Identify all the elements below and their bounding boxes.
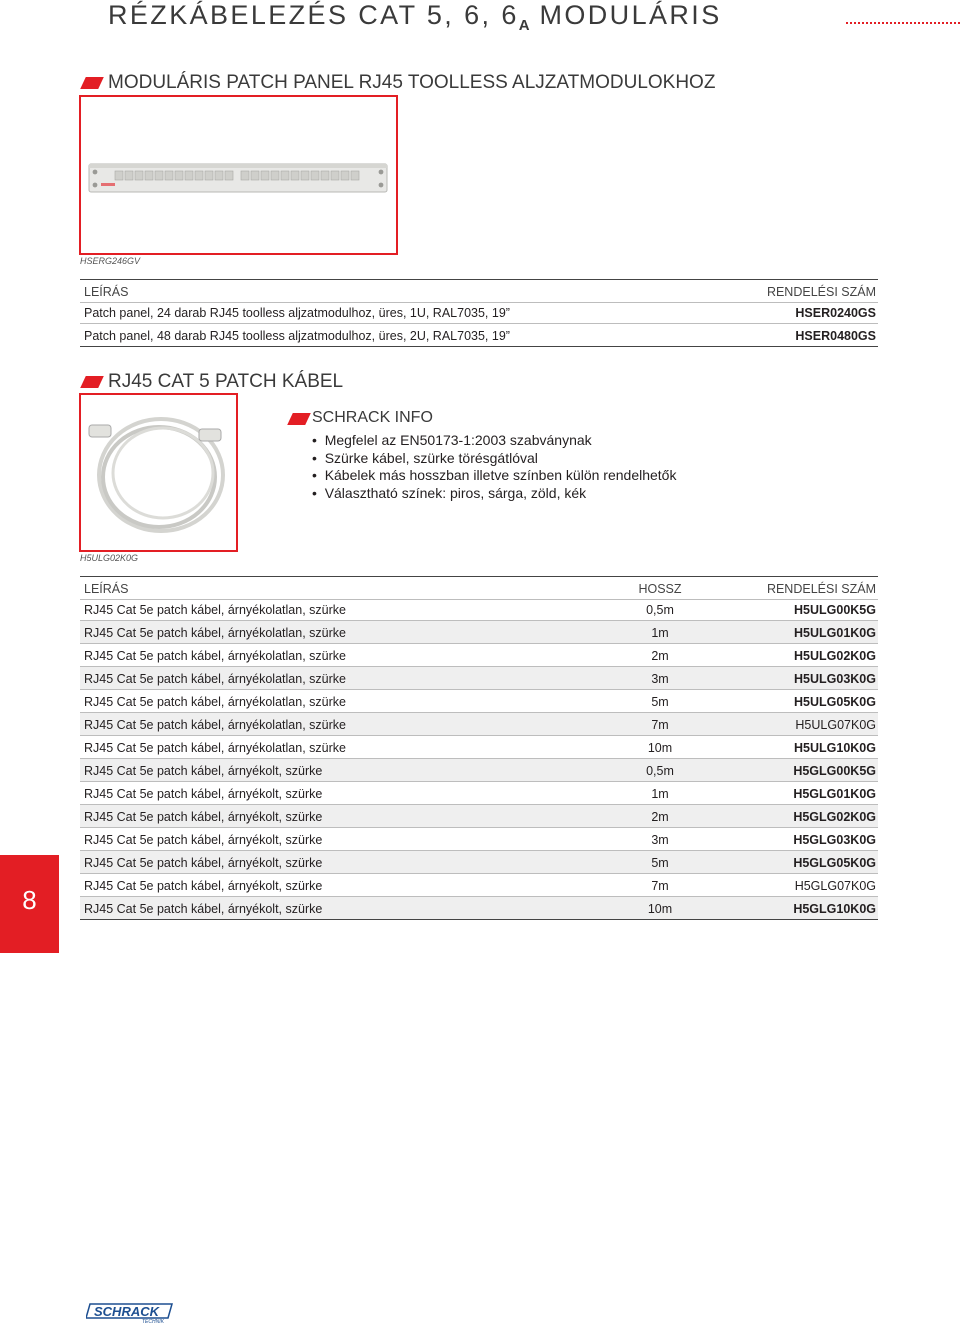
page-title-end: MODULÁRIS [529,0,722,30]
column-header-length: HOSSZ [638,582,682,596]
row-length: 7m [651,879,669,893]
table-row [80,667,878,690]
row-order-number: H5ULG05K0G [794,695,876,709]
table-row [80,736,878,759]
row-order-number: H5ULG03K0G [794,672,876,686]
section-marker-icon [80,376,104,388]
row-order-number: H5GLG01K0G [793,787,876,801]
row-description: RJ45 Cat 5e patch kábel, árnyékolatlan, szürke [84,741,346,755]
table-row [80,759,878,782]
info-bullet-list [312,432,676,502]
table-row [80,644,878,667]
table-row [80,621,878,644]
row-description: RJ45 Cat 5e patch kábel, árnyékolatlan, szürke [84,649,346,663]
row-length: 1m [651,787,669,801]
row-order-number: H5GLG02K0G [793,810,876,824]
row-length: 3m [651,833,669,847]
row-order-number: HSER0480GS [795,329,876,343]
list-item: • Választható színek: piros, sárga, zöld, kék [312,484,587,501]
row-description: Patch panel, 48 darab RJ45 toolless aljzatmodulhoz, üres, 2U, RAL7035, 19” [84,329,510,343]
logo-text: SCHRACK [94,1304,159,1319]
column-header-description: LEÍRÁS [84,582,129,596]
table-row [80,713,878,736]
row-length: 10m [647,741,673,755]
row-description: RJ45 Cat 5e patch kábel, árnyékolt, szürke [84,833,323,847]
row-order-number: H5ULG02K0G [794,649,876,663]
row-description: RJ45 Cat 5e patch kábel, árnyékolt, szürke [84,764,323,778]
row-length: 2m [651,649,669,663]
info-marker-icon [287,413,311,425]
row-description: RJ45 Cat 5e patch kábel, árnyékolt, szürke [84,879,323,893]
row-description: RJ45 Cat 5e patch kábel, árnyékolt, szürke [84,856,323,870]
row-order-number: H5GLG05K0G [793,856,876,870]
table-row [80,690,878,713]
row-order-number: H5GLG03K0G [793,833,876,847]
row-length: 5m [651,695,669,709]
row-order-number: H5ULG10K0G [794,741,876,755]
header-dotted-line [846,22,960,24]
row-description: RJ45 Cat 5e patch kábel, árnyékolatlan, szürke [84,695,346,709]
info-title: SCHRACK INFO [312,409,433,426]
list-item: • Megfelel az EN50173-1:2003 szabványnak [312,432,592,448]
table-row [80,301,878,324]
row-description: RJ45 Cat 5e patch kábel, árnyékolt, szürke [84,902,323,916]
row-description: RJ45 Cat 5e patch kábel, árnyékolatlan, szürke [84,718,346,732]
row-length: 2m [651,810,669,824]
row-description: RJ45 Cat 5e patch kábel, árnyékolt, szürke [84,810,323,824]
row-length: 0,5m [646,764,674,778]
chapter-number: 8 [22,885,37,915]
row-description: Patch panel, 24 darab RJ45 toolless aljzatmodulhoz, üres, 1U, RAL7035, 19” [84,306,510,320]
image-caption: HSERG246GV [80,256,141,266]
row-order-number: H5GLG00K5G [793,764,876,778]
section-title-patch-panel: MODULÁRIS PATCH PANEL RJ45 TOOLLESS ALJZATMODULOKHOZ [108,72,716,93]
table-header [80,279,878,303]
patch-panel-icon [81,97,396,253]
row-order-number: H5ULG00K5G [794,603,876,617]
page-title [108,0,722,34]
column-header-order-number: RENDELÉSI SZÁM [766,582,876,596]
schrack-logo-icon [86,1300,176,1324]
column-header-order-number: RENDELÉSI SZÁM [766,285,876,299]
table-row [80,851,878,874]
logo-subtext: TECHNIK [142,1319,164,1324]
row-order-number: HSER0240GS [795,306,876,320]
section-title-patch-cable: RJ45 CAT 5 PATCH KÁBEL [108,371,344,392]
table-row [80,828,878,851]
row-description: RJ45 Cat 5e patch kábel, árnyékolatlan, szürke [84,672,346,686]
list-item: • Szürke kábel, szürke törésgátlóval [312,449,538,466]
patch-cable-icon [81,395,236,550]
list-item: • Kábelek más hosszban illetve színben külön rendelhetők [312,467,677,483]
row-description: RJ45 Cat 5e patch kábel, árnyékolatlan, szürke [84,603,346,617]
section-marker-icon [80,77,104,89]
row-length: 10m [647,902,673,916]
table-row [80,782,878,805]
row-order-number: H5GLG07K0G [794,879,876,893]
patch-panel-image [79,95,398,255]
row-length: 5m [651,856,669,870]
page-title-subscript: A [518,17,530,34]
row-order-number: H5GLG10K0G [793,902,876,916]
table-row [80,897,878,920]
table-row [80,874,878,897]
schrack-logo [86,1300,176,1324]
row-order-number: H5ULG01K0G [794,626,876,640]
image-caption: H5ULG02K0G [80,553,139,563]
row-description: RJ45 Cat 5e patch kábel, árnyékolatlan, szürke [84,626,346,640]
page-title-main: RÉZKÁBELEZÉS CAT 5, 6, 6 [108,0,519,30]
table-header [80,576,878,600]
table-row [80,324,878,347]
table-row [80,805,878,828]
chapter-tab [0,855,59,953]
row-length: 3m [651,672,669,686]
patch-cable-image [79,393,238,552]
row-description: RJ45 Cat 5e patch kábel, árnyékolt, szürke [84,787,323,801]
row-length: 0,5m [646,603,674,617]
row-length: 1m [651,626,669,640]
row-length: 7m [651,718,669,732]
row-order-number: H5ULG07K0G [795,718,876,732]
table-row [80,598,878,621]
column-header-description: LEÍRÁS [84,285,129,299]
